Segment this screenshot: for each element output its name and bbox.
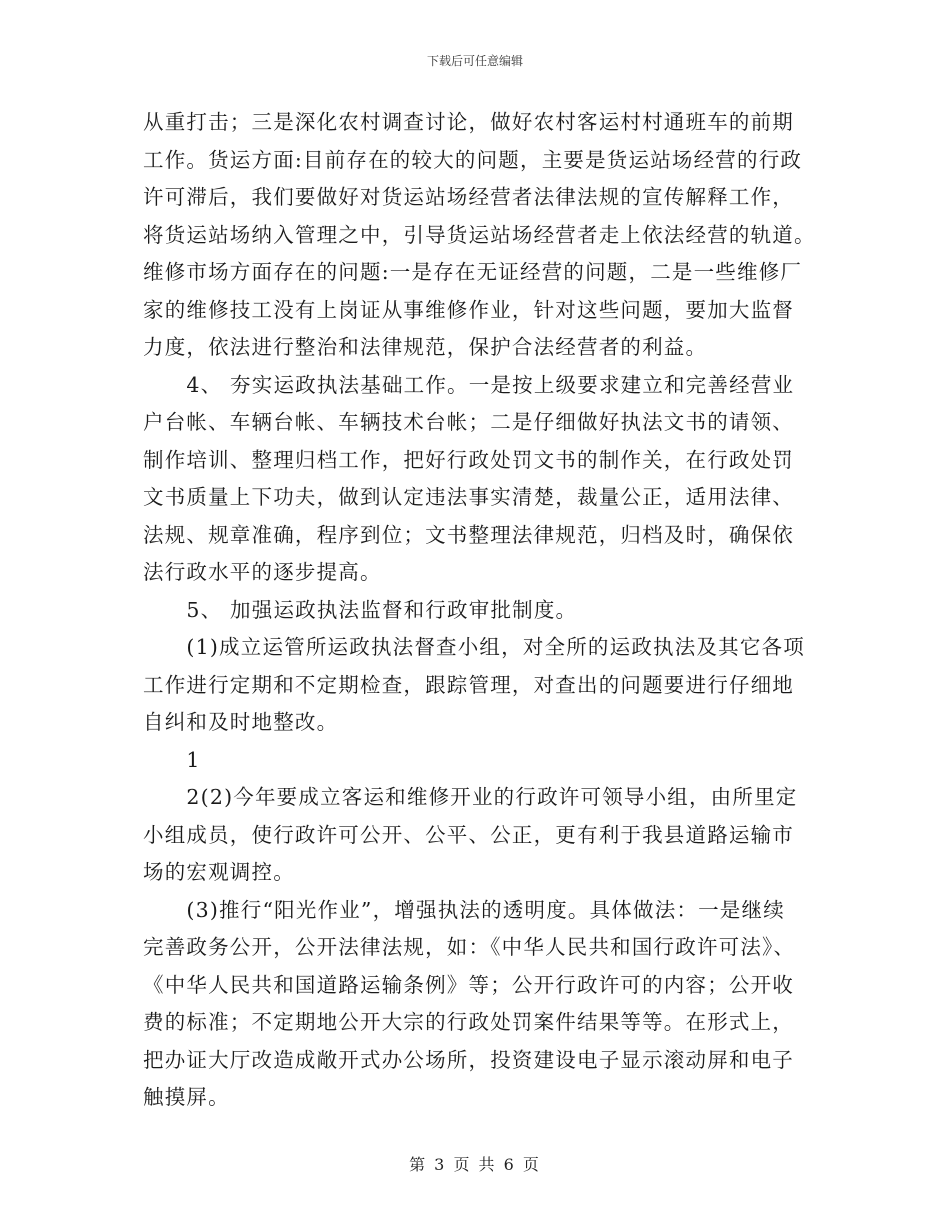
text-line: 制作培训、整理归档工作，把好行政处罚文书的制作关，在行政处罚: [143, 447, 794, 472]
page-footer: 第 3 页 共 6 页: [409, 1155, 541, 1174]
text-line: (1)成立运管所运政执法督查小组，对全所的运政执法及其它各项: [143, 635, 805, 659]
text-line: 费的标准；不定期地公开大宗的行政处罚案件结果等等。在形式上，: [143, 1010, 794, 1034]
text-line: 法规、规章准确，程序到位；文书整理法律规范，归档及时，确保依: [143, 522, 794, 547]
text-line: 力度，依法进行整治和法律规范，保护合法经营者的利益。: [143, 335, 708, 359]
text-line: 4、 夯实运政执法基础工作。一是按上级要求建立和完善经营业: [143, 372, 795, 397]
text-line: 维修市场方面存在的问题:一是存在无证经营的问题，二是一些维修厂: [143, 260, 803, 284]
text-line: 从重打击；三是深化农村调查讨论，做好农村客运村村通班车的前期: [143, 110, 794, 134]
text-line: 5、 加强运政执法监督和行政审批制度。: [143, 597, 578, 622]
text-line: 户台帐、车辆台帐、车辆技术台帐；二是仔细做好执法文书的请领、: [143, 410, 794, 434]
text-line: 场的宏观调控。: [143, 860, 295, 884]
text-line: 家的维修技工没有上岗证从事维修作业，针对这些问题，要加大监督: [143, 297, 794, 322]
text-line: 触摸屏。: [143, 1085, 230, 1109]
text-line: 完善政务公开，公开法律法规，如：《中华人民共和国行政许可法》、: [143, 935, 796, 959]
document-body: [143, 104, 816, 1117]
text-line: 2(2)今年要成立客运和维修开业的行政许可领导小组，由所里定: [143, 785, 798, 809]
page-header: 下载后可任意编辑: [426, 54, 523, 68]
text-line: 自纠和及时地整改。: [143, 710, 339, 734]
text-line: 文书质量上下功夫，做到认定违法事实清楚，裁量公正，适用法律、: [143, 485, 794, 509]
text-line: 把办证大厅改造成敞开式办公场所，投资建设电子显示滚动屏和电子: [143, 1047, 794, 1072]
text-line: 工作。货运方面:目前存在的较大的问题，主要是货运站场经营的行政: [143, 147, 803, 172]
text-line: 许可滞后，我们要做好对货运站场经营者法律法规的宣传解释工作，: [143, 185, 794, 209]
text-line: (3)推行“阳光作业”，增强执法的透明度。具体做法：一是继续: [143, 897, 785, 922]
text-line: 小组成员，使行政许可公开、公平、公正，更有利于我县道路运输市: [143, 822, 794, 847]
text-line: 将货运站场纳入管理之中，引导货运站场经营者走上依法经营的轨道。: [143, 222, 816, 247]
text-line: 工作进行定期和不定期检查，跟踪管理，对查出的问题要进行仔细地: [143, 672, 794, 697]
text-line: 法行政水平的逐步提高。: [143, 560, 382, 584]
text-line: 1: [143, 747, 201, 772]
text-line: 《中华人民共和国道路运输条例》等；公开行政许可的内容；公开收: [143, 972, 794, 997]
